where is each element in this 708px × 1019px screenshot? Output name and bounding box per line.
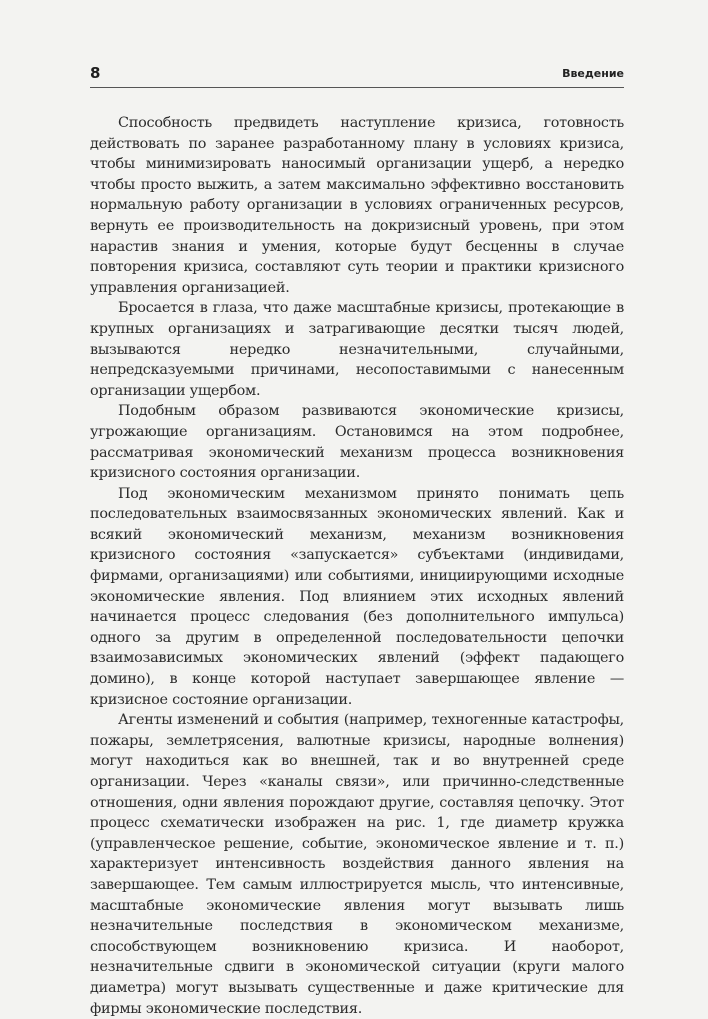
paragraph-5: Агенты изменений и события (например, техногенные катастрофы, пожары, землетрясения, валютные кризисы, народные волнения) могут находиться как во внешней, так и во внутренней среде организации. Через «каналы связи», или причинно-следственные отношения, одни явления порождают другие, составляя цепочку. Этот процесс схематически изображен на рис. 1, где диаметр кружка (управленческое решение, событие, экономическое явление и т. п.) характеризует интенсивность воздействия данного явления на завершающее. Тем самым иллюстрируется мысль, что интенсивные, масштабные экономические явления могут вызывать лишь незначительные последствия в экономическом механизме, способствующем возникновению кризиса. И наоборот, незначительные сдвиги в экономической ситуации (круги малого диаметра) могут вызывать существенные и даже критические для фирмы экономические последствия. (90, 712, 624, 1017)
paragraph-4: Под экономическим механизмом принято понимать цепь последовательных взаимосвязанных экономических явлений. Как и всякий экономический механизм, механизм возникновения кризисного состояния «запускается» субъектами (индивидами, фирмами, организациями) или событиями, инициирующими исходные экономические явления. Под влиянием этих исходных явлений начинается процесс следования (без дополнительного импульса) одного за другим в определенной последовательности цепочки взаимозависимых экономических явлений (эффект падающего домино), в конце которой наступает завершающее явление — кризисное состояние организации. (90, 485, 624, 708)
paragraph-3: Подобным образом развиваются экономические кризисы, угрожающие организациям. Остановимся на этом подробнее, рассматривая экономический механизм процесса возникновения кризисного состояния организации. (90, 403, 624, 482)
page-number: 8 (90, 64, 101, 82)
body-text (90, 113, 624, 1019)
header-rule (90, 87, 624, 88)
paragraph-1: Способность предвидеть наступление кризиса, готовность действовать по заранее разработанному плану в условиях кризиса, чтобы минимизировать наносимый организации ущерб, а нередко чтобы просто выжить, а затем максимально эффективно восстановить нормальную работу организации в условиях ограниченных ресурсов, вернуть ее производительность на докризисный уровень, при этом нарастив знания и умения, которые будут бесценны в случае повторения кризиса, составляют суть теории и практики кризисного управления организацией. (90, 115, 624, 296)
paragraph-2: Бросается в глаза, что даже масштабные кризисы, протекающие в крупных организациях и затрагивающие десятки тысяч людей, вызываются нередко незначительными, случайными, непредсказуемыми причинами, несопоставимыми с нанесенным организации ущербом. (90, 300, 624, 399)
section-title: Введение (562, 67, 624, 80)
page-header (90, 64, 624, 84)
